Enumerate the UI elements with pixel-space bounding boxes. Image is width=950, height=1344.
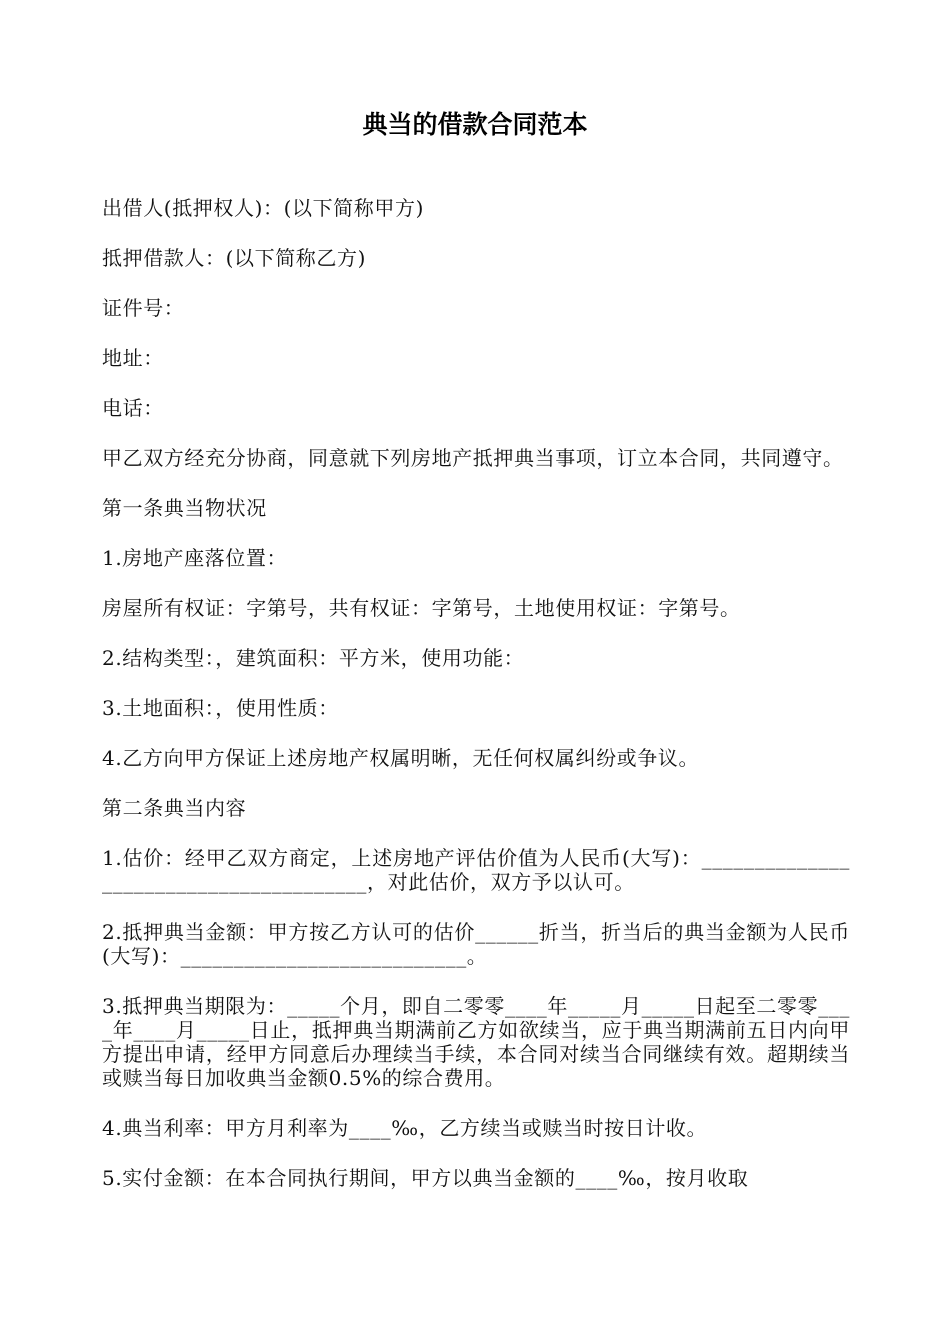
paragraph-structure: 2.结构类型：，建筑面积：平方米，使用功能： bbox=[102, 646, 525, 670]
document-title: 典当的借款合同范本 bbox=[362, 110, 588, 139]
paragraph-interest-rate: 4.典当利率：甲方月利率为____‰，乙方续当或赎当时按日计收。 bbox=[102, 1116, 708, 1140]
article-2-heading: 第二条典当内容 bbox=[102, 796, 247, 820]
paragraph-ownership-guarantee: 4.乙方向甲方保证上述房地产权属明晰，无任何权属纠纷或争议。 bbox=[102, 746, 700, 770]
paragraph-valuation: 1.估价：经甲乙双方商定，上述房地产评估价值为人民币(大写)：_______________________________________，对此估价，双方予以认可。 bbox=[102, 846, 850, 894]
paragraph-preamble: 甲乙双方经充分协商，同意就下列房地产抵押典当事项，订立本合同，共同遵守。 bbox=[102, 446, 844, 470]
paragraph-land-area: 3.土地面积：，使用性质： bbox=[102, 696, 339, 720]
paragraph-pawn-amount: 2.抵押典当金额：甲方按乙方认可的估价______折当，折当后的典当金额为人民币(大写)：___________________________。 bbox=[102, 920, 850, 968]
document-body bbox=[102, 196, 850, 1216]
paragraph-property-location: 1.房地产座落位置： bbox=[102, 546, 288, 570]
paragraph-pawn-term: 3.抵押典当期限为：_____个月，即自二零零____年_____月_____日起至二零零____年____月_____日止，抵押典当期满前乙方如欲续当，应于典当期满前五日内向甲方提出申请，经甲方同意后办理续当手续，本合同对续当合同继续有效。超期续当或赎当每日加收典当金额0.5%的综合费用。 bbox=[102, 994, 850, 1090]
paragraph-lender: 出借人(抵押权人)：(以下简称甲方) bbox=[102, 196, 425, 220]
paragraph-actual-payment: 5.实付金额：在本合同执行期间，甲方以典当金额的____‰，按月收取 bbox=[102, 1166, 749, 1190]
paragraph-id-number: 证件号： bbox=[102, 296, 185, 320]
paragraph-phone: 电话： bbox=[102, 396, 164, 420]
paragraph-certificates: 房屋所有权证：字第号，共有权证：字第号，土地使用权证：字第号。 bbox=[102, 596, 741, 620]
article-1-heading: 第一条典当物状况 bbox=[102, 496, 267, 520]
paragraph-borrower: 抵押借款人：(以下简称乙方) bbox=[102, 246, 367, 270]
paragraph-address: 地址： bbox=[102, 346, 164, 370]
